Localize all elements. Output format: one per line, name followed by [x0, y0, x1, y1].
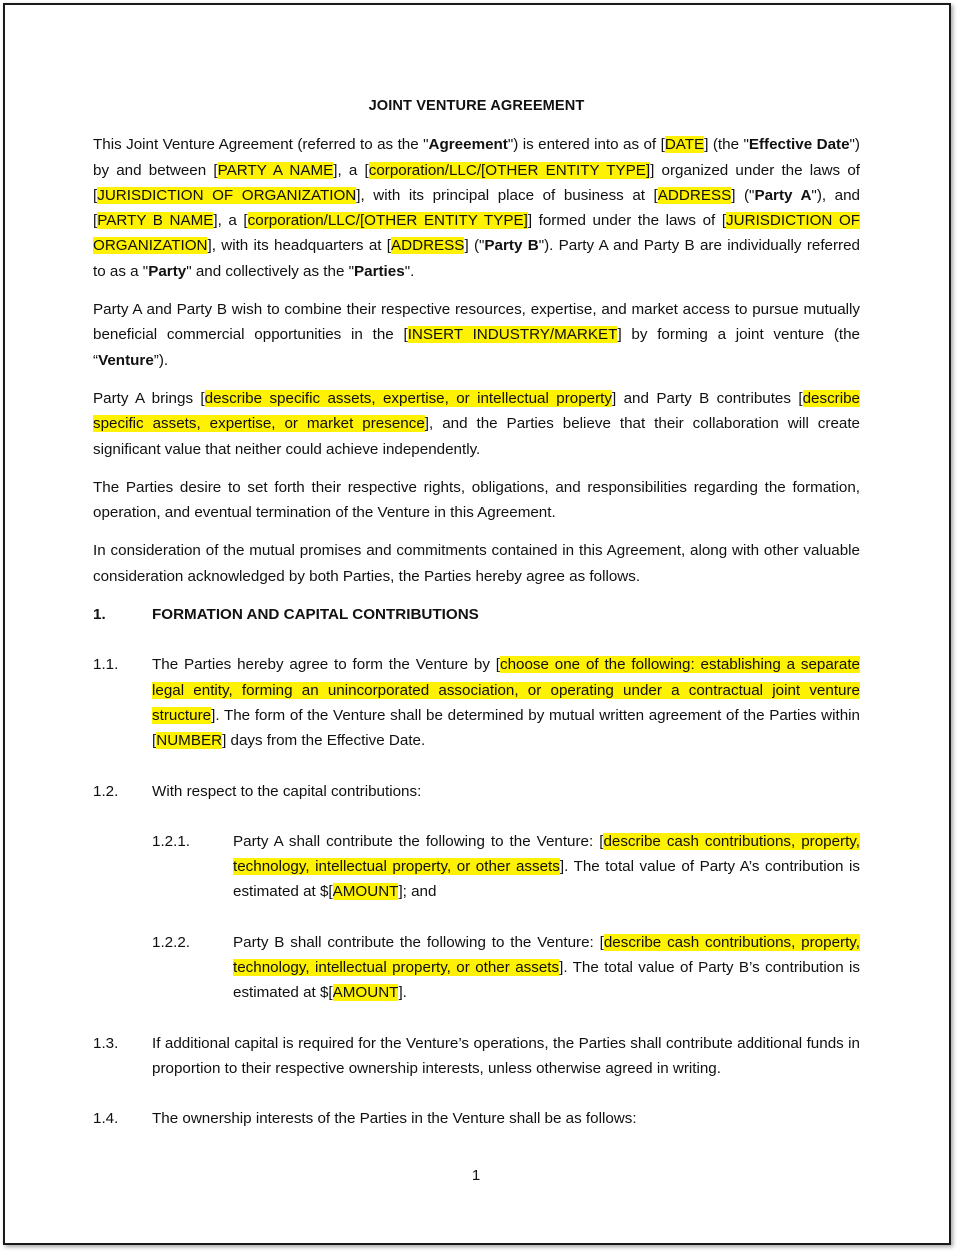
text-run: ].: [398, 984, 407, 1002]
clause-1-1: [93, 652, 860, 753]
section-title: FORMATION AND CAPITAL CONTRIBUTIONS: [152, 606, 479, 624]
defined-term: Party A: [754, 186, 812, 204]
defined-term: Venture: [98, 351, 154, 369]
placeholder-jurisdiction: JURISDICTION OF ORGANIZATION: [97, 186, 357, 204]
defined-term: Parties: [354, 262, 405, 280]
clause-text: With respect to the capital contributions:: [152, 782, 422, 800]
text-run: ] (the ": [704, 136, 749, 154]
placeholder-entity-type: corporation/LLC/[OTHER ENTITY TYPE]: [368, 161, 651, 179]
text-run: ]. The total value of Party B’s contribution is estimated at $[: [233, 959, 860, 1002]
text-run: Party B shall contribute the following to the Venture: [: [233, 933, 604, 951]
clause-1-4: [93, 1106, 860, 1131]
clause-1-2: [93, 779, 860, 804]
text-run: ] by forming a joint venture (the “: [93, 326, 860, 369]
clause-number: 1.1.: [93, 656, 119, 674]
placeholder-number: NUMBER: [156, 732, 223, 750]
text-run: ] formed under the laws of [: [527, 212, 727, 230]
recital-paragraph: The Parties desire to set forth their respective rights, obligations, and responsibilities regarding the formation, operation, and eventual termination of the Venture in this Agreement.: [93, 478, 860, 522]
placeholder-address: ADDRESS: [657, 186, 732, 204]
recital-paragraph: [93, 297, 860, 373]
text-run: Party A and Party B wish to combine their respective resources, expertise, and market access to pursue mutually beneficial commercial opportunities in the [: [93, 301, 860, 344]
placeholder-contributions: describe cash contributions, property, technology, intellectual property, or other assets: [233, 832, 860, 876]
text-run: Party A shall contribute the following to the Venture: [: [233, 832, 604, 850]
clause-number: 1.4.: [93, 1110, 119, 1128]
clause-text: If additional capital is required for the Venture’s operations, the Parties shall contribute additional funds in proportion to their respective ownership interests, unless otherwise agreed in writing.: [152, 1034, 860, 1077]
text-run: ] and Party B contributes [: [611, 389, 803, 407]
text-run: ]. The form of the Venture shall be determined by mutual written agreement of the Parties within [: [152, 706, 860, 750]
clause-text: The ownership interests of the Parties in the Venture shall be as follows:: [152, 1110, 637, 1128]
text-run: Party A brings [: [93, 389, 205, 407]
preamble-paragraph: [93, 132, 860, 284]
text-run: ], a [: [333, 161, 369, 179]
clause-number: 1.3.: [93, 1034, 119, 1052]
text-run: ], and the Parties believe that their collaboration will create significant value that neither could achieve independently.: [93, 415, 860, 458]
placeholder-venture-form: choose one of the following: establishing a separate legal entity, forming an unincorporated association, or operating under a contractual joint venture structure: [152, 656, 860, 724]
text-run: ] (": [731, 186, 755, 204]
text-run: ".: [404, 262, 415, 280]
page-number: 1: [471, 1167, 481, 1184]
defined-term: Agreement: [428, 136, 508, 154]
text-run: ], a [: [213, 212, 248, 230]
placeholder-entity-type: corporation/LLC/[OTHER ENTITY TYPE]: [247, 212, 528, 230]
clause-number: 1.2.: [93, 782, 119, 800]
clause-1-2-1: [152, 829, 860, 905]
text-run: ] organized under the laws of [: [93, 161, 860, 204]
text-run: ], with its headquarters at [: [207, 237, 392, 255]
placeholder-party-b-assets: describe specific assets, expertise, or market presence: [93, 389, 860, 433]
placeholder-party-a-name: PARTY A NAME: [217, 161, 334, 179]
placeholder-address: ADDRESS: [391, 237, 465, 255]
clause-1-3: [93, 1031, 860, 1082]
clause-text: [152, 652, 860, 753]
clause-number: 1.2.2.: [152, 933, 190, 951]
placeholder-amount: AMOUNT: [332, 883, 399, 901]
text-run: The Parties hereby agree to form the Venture by [: [152, 656, 500, 674]
text-run: ] days from the Effective Date.: [222, 732, 426, 750]
text-run: ], with its principal place of business at [: [356, 186, 658, 204]
defined-term: Effective Date: [748, 136, 850, 154]
defined-term: Party B: [484, 237, 539, 255]
text-run: This Joint Venture Agreement (referred to as the ": [93, 136, 429, 154]
recital-paragraph: [93, 386, 860, 462]
placeholder-date: DATE: [664, 136, 705, 154]
text-run: ]; and: [398, 883, 437, 901]
placeholder-amount: AMOUNT: [332, 984, 399, 1002]
placeholder-jurisdiction: JURISDICTION OF ORGANIZATION: [93, 212, 861, 255]
text-run: ") is entered into as of [: [507, 136, 665, 154]
text-run: ") by and between [: [93, 136, 860, 179]
section-heading: [93, 602, 860, 627]
clause-text: [233, 930, 860, 1006]
placeholder-party-a-assets: describe specific assets, expertise, or intellectual property: [204, 389, 612, 407]
clause-1-2-2: [152, 930, 860, 1006]
placeholder-party-b-name: PARTY B NAME: [97, 212, 214, 230]
consideration-paragraph: In consideration of the mutual promises and commitments contained in this Agreement, along with other valuable consideration acknowledged by both Parties, the Parties hereby agree as follows.: [93, 542, 860, 585]
text-run: ] (": [464, 237, 485, 255]
section-number: 1.: [93, 606, 106, 624]
text-run: " and collectively as the ": [186, 262, 355, 280]
placeholder-contributions: describe cash contributions, property, technology, intellectual property, or other assets: [233, 933, 860, 977]
document-body: [93, 90, 860, 1157]
text-run: "), and [: [93, 186, 860, 230]
text-run: ”).: [153, 351, 169, 369]
clause-number: 1.2.1.: [152, 832, 190, 850]
text-run: ]. The total value of Party A’s contribution is estimated at $[: [233, 858, 861, 901]
defined-term: Party: [148, 262, 187, 280]
document-title: JOINT VENTURE AGREEMENT: [368, 98, 585, 114]
text-run: "). Party A and Party B are individually referred to as a ": [93, 237, 860, 280]
clause-text: [233, 829, 860, 905]
placeholder-industry: INSERT INDUSTRY/MARKET: [407, 326, 618, 344]
